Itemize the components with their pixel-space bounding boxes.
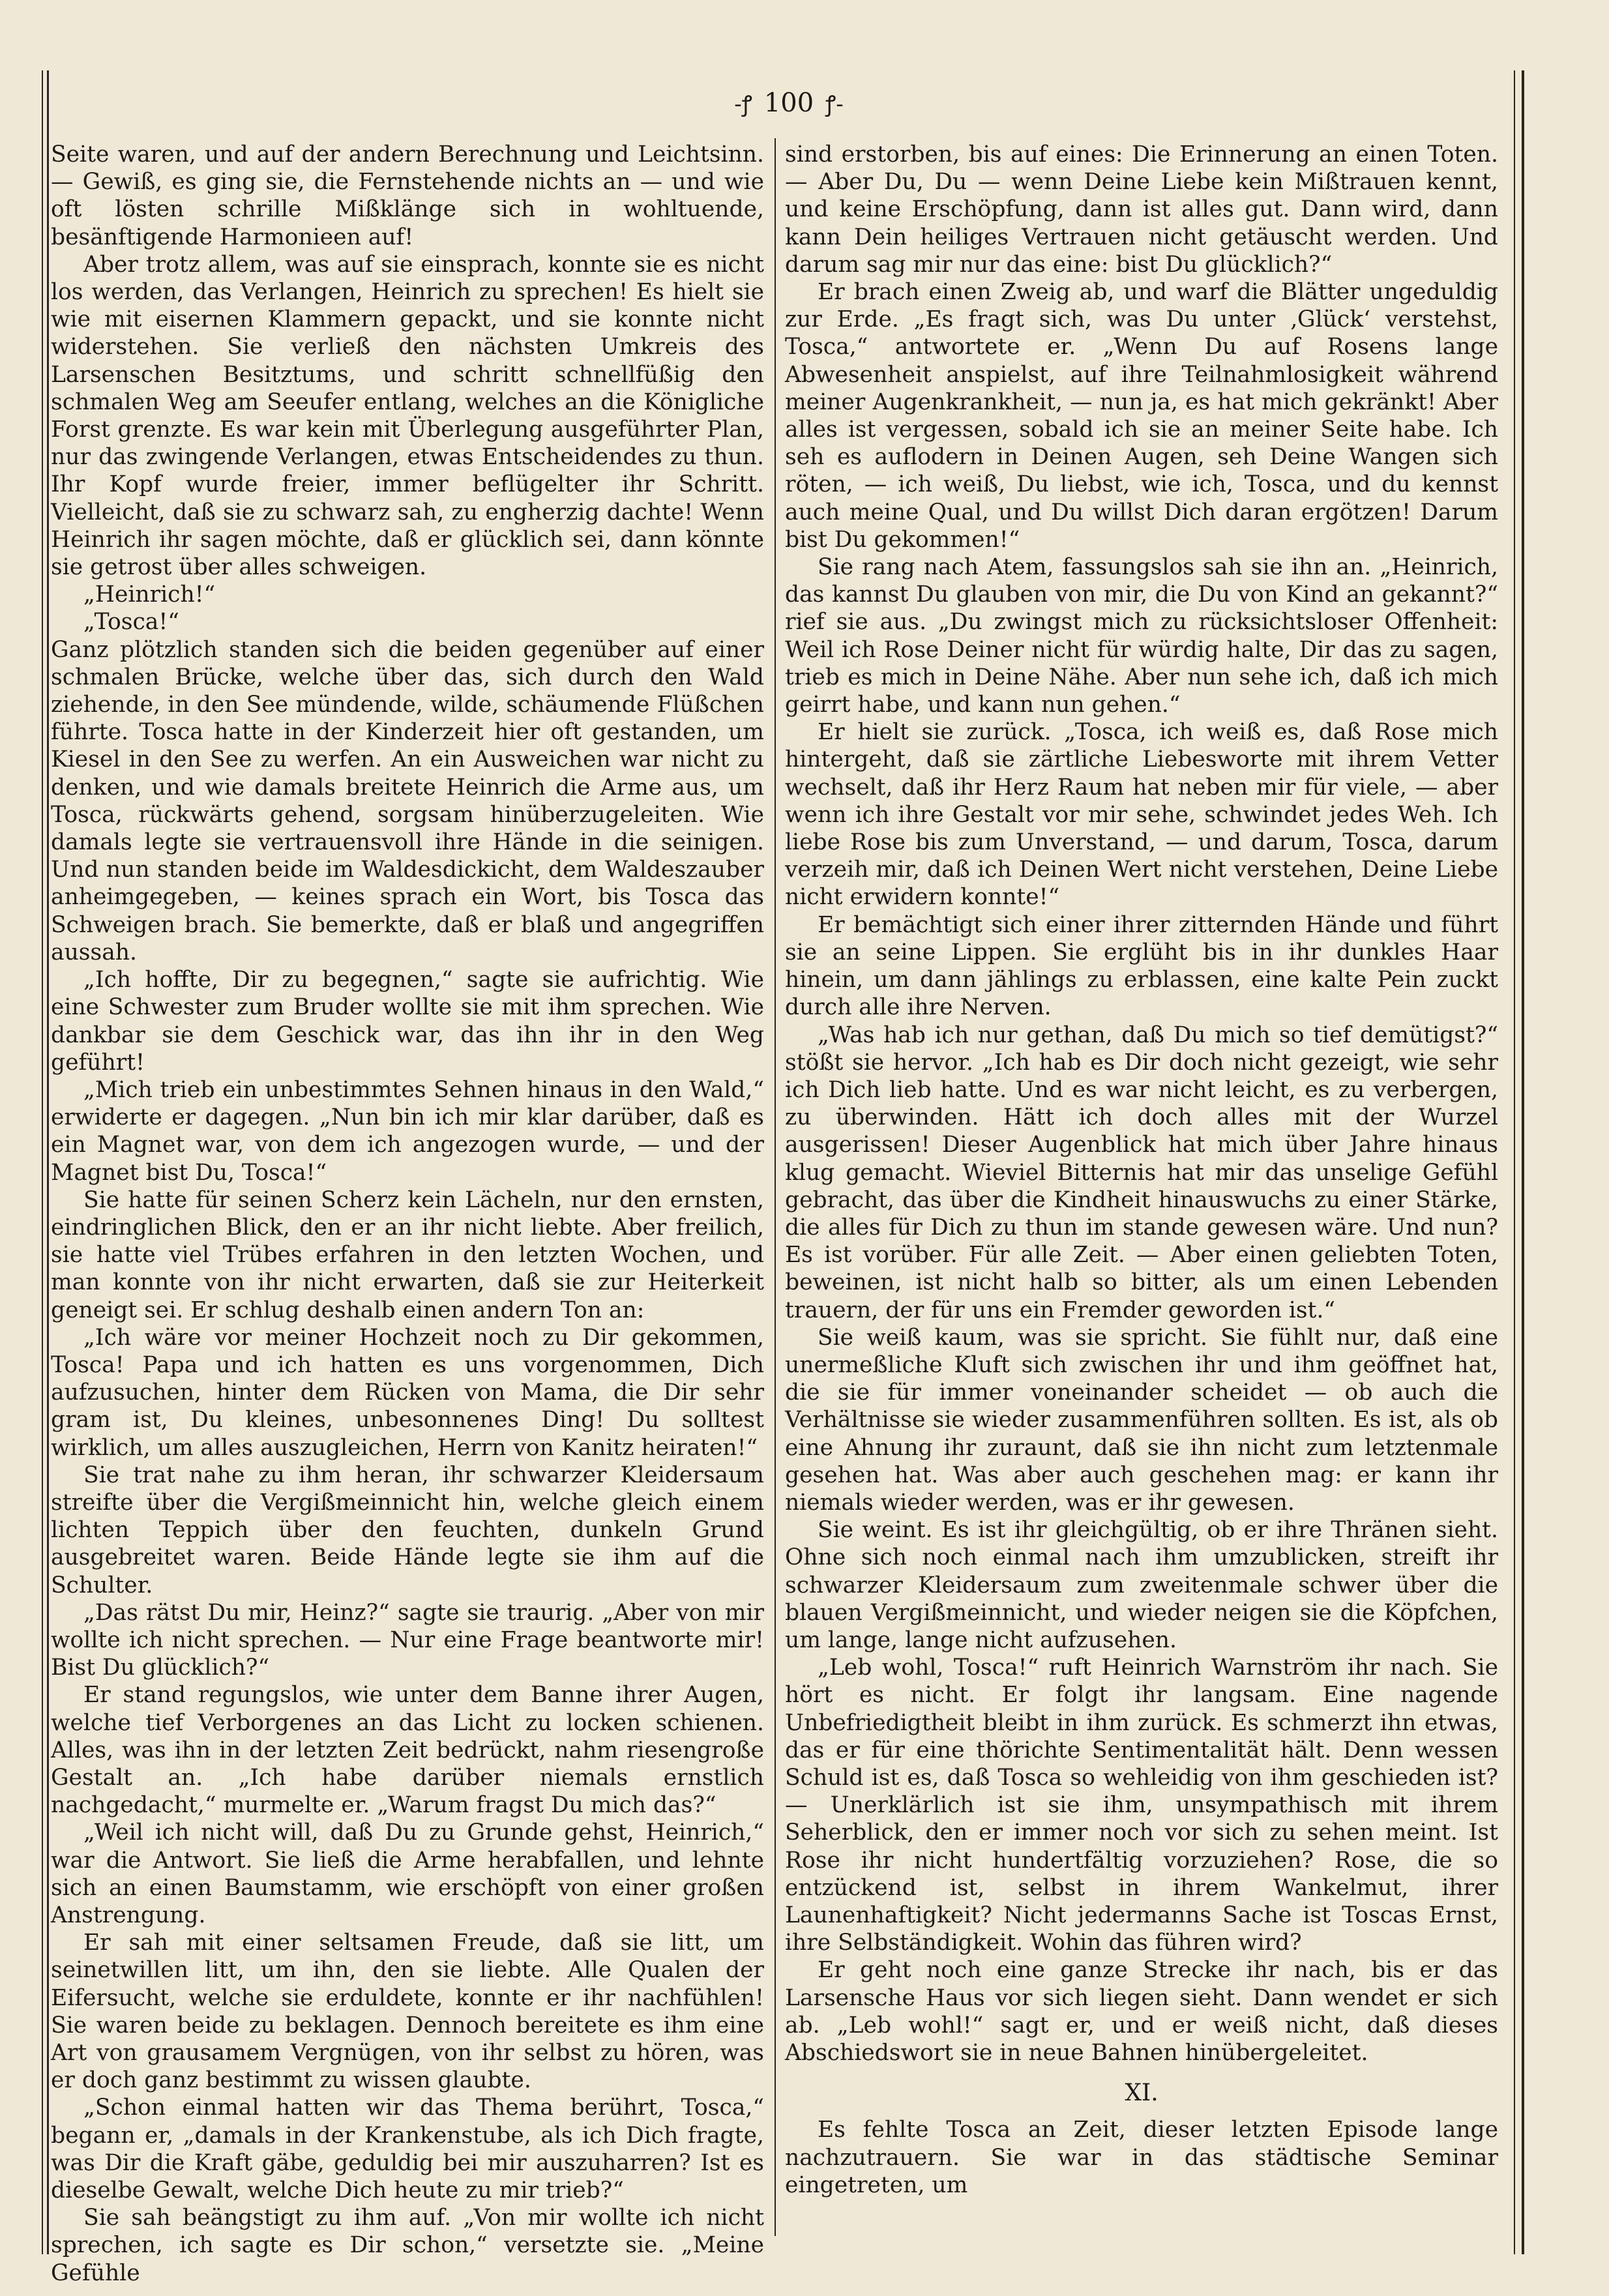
paragraph: Seite waren, und auf der andern Berechnung und Leichtsinn. — Gewiß, es ging sie, die Fernstehende nichts an — und wie oft lösten schrille Mißklänge sich in wohltuende, besänftigende Harmonieen auf!	[51, 141, 764, 250]
page-number: 100	[763, 88, 814, 118]
paragraph: Er hielt sie zurück. „Tosca, ich weiß es, daß Rose mich hintergeht, daß sie zärtliche Liebesworte mit ihrem Vetter wechselt, daß ihr Herz Raum hat neben mir für viele, — aber wenn ich ihre Gestalt vor mir sehe, schwindet jedes Weh. Ich liebe Rose bis zum Unverstand, — und darum, Tosca, darum verzeih mir, daß ich Deinen Wert nicht verstehen, Deine Liebe nicht erwidern konnte!“	[785, 719, 1498, 911]
paragraph: „Ich wäre vor meiner Hochzeit noch zu Dir gekommen, Tosca! Papa und ich hatten es uns vorgenommen, Dich aufzusuchen, hinter dem Rücken von Mama, die Dir sehr gram ist, Du kleines, unbesonnenes Ding! Du solltest wirklich, um alles auszugleichen, Herrn von Kanitz heiraten!“	[51, 1324, 764, 1461]
paragraph: „Leb wohl, Tosca!“ ruft Heinrich Warnström ihr nach. Sie hört es nicht. Er folgt ihr langsam. Eine nagende Unbefriedigtheit bleibt in ihm zurück. Es schmerzt ihn etwas, das er für eine thörichte Sentimentalität hält. Denn wessen Schuld ist es, daß Tosca so wehleidig von ihm geschieden ist? — Unerklärlich ist sie ihm, unsympathisch mit ihrem Seherblick, den er immer noch vor sich zu sehen meint. Ist Rose ihr nicht hundertfältig vorzuziehen? Rose, die so entzückend ist, selbst in ihrem Wankelmut, ihrer Launenhaftigkeit? Nicht jedermanns Sache ist Toscas Ernst, ihre Selbständigkeit. Wohin das führen wird?	[785, 1655, 1498, 1956]
paragraph: Er geht noch eine ganze Strecke ihr nach, bis er das Larsensche Haus vor sich liegen sieht. Dann wendet er sich ab. „Leb wohl!“ sagt er, und er weiß nicht, daß dieses Abschiedswort sie in neue Bahnen hinübergeleitet.	[785, 1957, 1498, 2067]
paragraph: Er brach einen Zweig ab, und warf die Blätter ungeduldig zur Erde. „Es fragt sich, was Du unter ‚Glück‘ verstehst, Tosca,“ antwortete er. „Wenn Du auf Rosens lange Abwesenheit anspielst, auf ihre Teilnahmlosigkeit während meiner Augenkrankheit, — nun ja, es hat mich gekränkt! Aber alles ist vergessen, sobald ich sie an meiner Seite habe. Ich seh es auflodern in Deinen Augen, seh Deine Wangen sich röten, — ich weiß, Du liebst, wie ich, Tosca, und du kennst auch meine Qual, und Du willst Dich daran ergötzen! Darum bist Du gekommen!“	[785, 279, 1498, 553]
paragraph: Er sah mit einer seltsamen Freude, daß sie litt, um seinetwillen litt, um ihn, den sie liebte. Alle Qualen der Eifersucht, welche sie erduldete, konnte er ihr nachfühlen! Sie waren beide zu beklagen. Dennoch bereitete es ihm eine Art von grausamem Vergnügen, von ihr selbst zu hören, was er doch ganz bestimmt zu wissen glaubte.	[51, 1930, 764, 2094]
paragraph: Ganz plötzlich standen sich die beiden gegenüber auf einer schmalen Brücke, welche über das, sich durch den Wald ziehende, in den See mündende, wilde, schäumende Flüßchen führte. Tosca hatte in der Kinderzeit hier oft gestanden, um Kiesel in den See zu werfen. An ein Ausweichen war nicht zu denken, und wie damals breitete Heinrich die Arme aus, um Tosca, rückwärts gehend, sorgsam hinüberzugeleiten. Wie damals legte sie vertrauensvoll ihre Hände in die seinigen. Und nun standen beide im Waldesdickicht, dem Waldeszauber anheimgegeben, — keines sprach ein Wort, bis Tosca das Schweigen brach. Sie bemerkte, daß er blaß und angegriffen aussah.	[51, 636, 764, 965]
paragraph: „Das rätst Du mir, Heinz?“ sagte sie traurig. „Aber von mir wollte ich nicht sprechen. — Nur eine Frage beantworte mir! Bist Du glücklich?“	[51, 1599, 764, 1681]
paragraph: Sie rang nach Atem, fassungslos sah sie ihn an. „Heinrich, das kannst Du glauben von mir, die Du von Kind an gekannt?“ rief sie aus. „Du zwingst mich zu rücksichtsloser Offenheit: Weil ich Rose Deiner nicht für würdig halte, Dir das zu sagen, trieb es mich in Deine Nähe. Aber nun sehe ich, daß ich mich geirrt habe, und kann nun gehen.“	[785, 554, 1498, 718]
paragraph: Er bemächtigt sich einer ihrer zitternden Hände und führt sie an seine Lippen. Sie erglüht bis in ihr dunkles Haar hinein, um dann jählings zu erblassen, eine kalte Pein zuckt durch alle ihre Nerven.	[785, 911, 1498, 1021]
text-column-left	[51, 141, 764, 2287]
left-border-outer	[42, 70, 43, 2254]
right-border	[1514, 70, 1515, 2254]
page-header	[691, 83, 887, 123]
left-border	[47, 70, 49, 2254]
text-column-right	[785, 141, 1498, 2199]
paragraph: „Mich trieb ein unbestimmtes Sehnen hinaus in den Wald,“ erwiderte er dagegen. „Nun bin ich mir klar darüber, daß es ein Magnet war, von dem ich angezogen wurde, — und der Magnet bist Du, Tosca!“	[51, 1076, 764, 1186]
paragraph: Er stand regungslos, wie unter dem Banne ihrer Augen, welche tief Verborgenes an das Licht zu locken schienen. Alles, was ihn in der letzten Zeit bedrückt, nahm riesengroße Gestalt an. „Ich habe darüber niemals ernstlich nachgedacht,“ murmelte er. „Warum fragst Du mich das?“	[51, 1682, 764, 1819]
paragraph: Sie weiß kaum, was sie spricht. Sie fühlt nur, daß eine unermeßliche Kluft sich zwischen ihr und ihm geöffnet hat, die sie für immer voneinander scheidet — ob auch die Verhältnisse sie wieder zusammenführen sollten. Es ist, als ob eine Ahnung ihr zuraunt, daß sie ihn nicht zum letztenmale gesehen hat. Was aber auch geschehen mag: er kann ihr niemals wieder werden, was er ihr gewesen.	[785, 1324, 1498, 1516]
paragraph: sind erstorben, bis auf eines: Die Erinnerung an einen Toten. — Aber Du, Du — wenn Deine Liebe kein Mißtrauen kennt, und keine Erschöpfung, dann ist alles gut. Dann wird, dann kann Dein heiliges Vertrauen nicht getäuscht werden. Und darum sag mir nur das eine: bist Du glücklich?“	[785, 141, 1498, 278]
column-divider	[775, 138, 776, 2236]
paragraph: Sie sah beängstigt zu ihm auf. „Von mir wollte ich nicht sprechen, ich sagte es Dir schon,“ versetzte sie. „Meine Gefühle	[51, 2205, 764, 2286]
ornament-right: ꝭ-	[825, 91, 844, 117]
paragraph: Aber trotz allem, was auf sie einsprach, konnte sie es nicht los werden, das Verlangen, Heinrich zu sprechen! Es hielt sie wie mit eisernen Klammern gepackt, und sie konnte nicht widerstehen. Sie verließ den nächsten Umkreis des Larsenschen Besitztums, und schritt schnellfüßig den schmalen Weg am Seeufer entlang, welches an die Königliche Forst grenzte. Es war kein mit Überlegung ausgeführter Plan, nur das zwingende Verlangen, etwas Entscheidendes zu thun. Ihr Kopf wurde freier, immer beflügelter ihr Schritt. Vielleicht, daß sie zu schwarz sah, zu engherzig dachte! Wenn Heinrich ihr sagen möchte, daß er glücklich sei, dann könnte sie getrost über alles schweigen.	[51, 251, 764, 581]
paragraph: „Tosca!“	[83, 609, 179, 636]
right-border-outer	[1522, 70, 1524, 2254]
paragraph: Sie weint. Es ist ihr gleichgültig, ob er ihre Thränen sieht. Ohne sich noch einmal nach ihm umzublicken, streift ihr schwarzer Kleidersaum zum zweitenmale schwer über die blauen Vergißmeinnicht, und wieder neigen sie die Köpfchen, um lange, lange nicht aufzusehen.	[785, 1517, 1498, 1653]
paragraph: Sie trat nahe zu ihm heran, ihr schwarzer Kleidersaum streifte über die Vergißmeinnicht hin, welche gleich einem lichten Teppich über den feuchten, dunkeln Grund ausgebreitet waren. Beide Hände legte sie ihm auf die Schulter.	[51, 1462, 764, 1598]
chapter-heading: XI.	[1125, 2080, 1159, 2107]
paragraph: „Schon einmal hatten wir das Thema berührt, Tosca,“ begann er, „damals in der Krankenstube, als ich Dich fragte, was Dir die Kraft gäbe, geduldig bei mir auszuharren? Ist es dieselbe Gewalt, welche Dich heute zu mir trieb?“	[51, 2095, 764, 2204]
paragraph: „Was hab ich nur gethan, daß Du mich so tief demütigst?“ stößt sie hervor. „Ich hab es Dir doch nicht gezeigt, wie sehr ich Dich lieb hatte. Und es war nicht leicht, es zu verbergen, zu überwinden. Hätt ich doch alles mit der Wurzel ausgerissen! Dieser Augenblick hat mich über Jahre hinaus klug gemacht. Wieviel Bitternis hat mir das unselige Gefühl gebracht, das über die Kindheit hinauswuchs zu einer Stärke, die alles für Dich zu thun im stande gewesen wäre. Und nun? Es ist vorüber. Für alle Zeit. — Aber einen geliebten Toten, beweinen, ist nicht halb so bitter, als um einen Lebenden trauern, der für uns ein Fremder geworden ist.“	[785, 1022, 1498, 1323]
paragraph: Es fehlte Tosca an Zeit, dieser letzten Episode lange nachzutrauern. Sie war in das städtische Seminar eingetreten, um	[785, 2117, 1498, 2198]
paragraph: „Heinrich!“	[83, 581, 216, 608]
ornament-left: -ꝭ	[734, 91, 752, 117]
paragraph: Sie hatte für seinen Scherz kein Lächeln, nur den ernsten, eindringlichen Blick, den er an ihr nicht liebte. Aber freilich, sie hatte viel Trübes erfahren in den letzten Wochen, und man konnte von ihr nicht erwarten, daß sie zur Heiterkeit geneigt sei. Er schlug deshalb einen andern Ton an:	[51, 1186, 764, 1323]
paragraph: „Ich hoffte, Dir zu begegnen,“ sagte sie aufrichtig. Wie eine Schwester zum Bruder wollte sie mit ihm sprechen. Wie dankbar sie dem Geschick war, das ihn ihr in den Weg geführt!	[51, 967, 764, 1076]
paragraph: „Weil ich nicht will, daß Du zu Grunde gehst, Heinrich,“ war die Antwort. Sie ließ die Arme herabfallen, und lehnte sich an einen Baumstamm, wie erschöpft von einer großen Anstrengung.	[51, 1819, 764, 1928]
